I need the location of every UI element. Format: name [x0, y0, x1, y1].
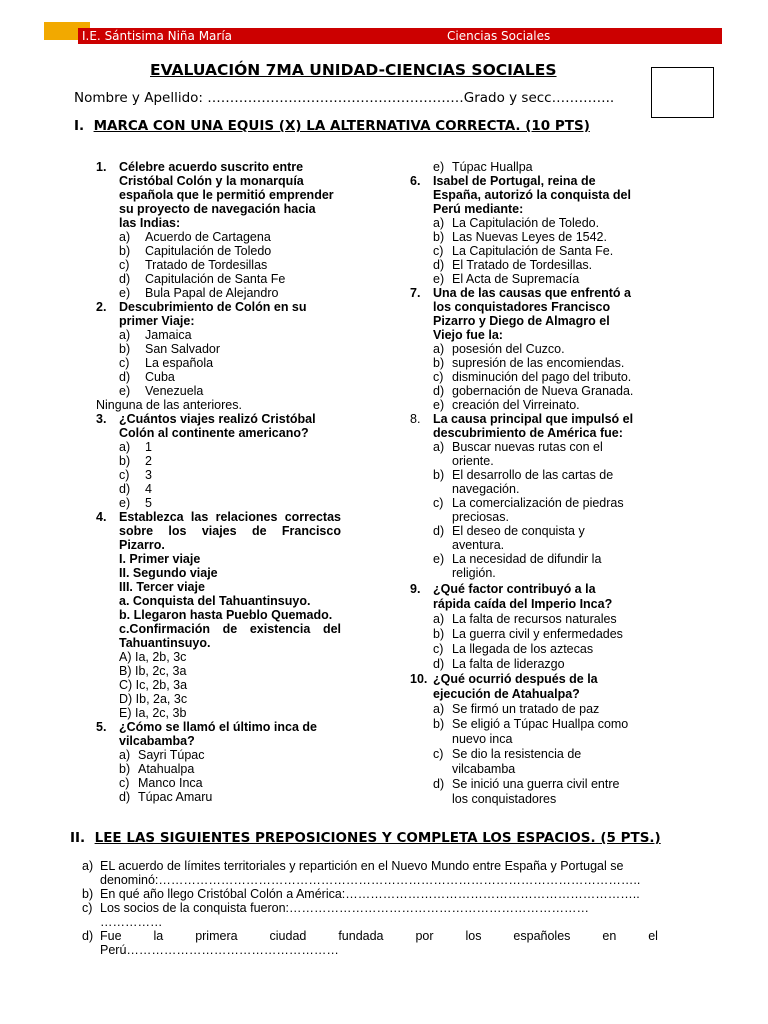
- option-text: Capitulación de Santa Fe: [145, 272, 286, 286]
- option-letter: a): [119, 328, 131, 342]
- option-text: Manco Inca: [138, 776, 203, 790]
- option-text: Acuerdo de Cartagena: [145, 230, 271, 244]
- question-text: Pizarro y Diego de Almagro el: [433, 314, 610, 328]
- option-text: los conquistadores: [452, 792, 557, 806]
- option-letter: a): [433, 216, 445, 230]
- option-letter: e): [119, 384, 131, 398]
- option-text: Se inició una guerra civil entre: [452, 777, 620, 791]
- q4-item: b. Llegaron hasta Pueblo Quemado.: [119, 608, 333, 622]
- option-text: La guerra civil y enfermedades: [452, 627, 623, 641]
- header-school: I.E. Sántisima Niña María: [82, 29, 233, 43]
- q4-option-c[interactable]: C) Ic, 2b, 3a: [119, 678, 188, 692]
- q1-option-e[interactable]: [119, 286, 346, 300]
- fill-item-d[interactable]: [82, 929, 658, 957]
- question-text: ¿Qué factor contribuyó a la: [433, 582, 596, 596]
- questions-left-column: [96, 160, 346, 804]
- q7-option-d[interactable]: [433, 384, 645, 398]
- question-text: Descubrimiento de Colón en su: [119, 300, 307, 314]
- option-text: Jamaica: [145, 328, 192, 342]
- option-letter: a): [119, 748, 131, 762]
- option-text: Túpac Huallpa: [452, 160, 533, 174]
- question-text: España, autorizó la conquista del: [433, 188, 631, 202]
- q4-option-d[interactable]: D) Ib, 2a, 3c: [119, 692, 188, 706]
- option-letter: e): [433, 398, 445, 412]
- question-text: Establezca las relaciones correctas: [119, 510, 341, 524]
- item-text: Perú……………………………………………: [100, 943, 339, 957]
- word: fundada: [338, 929, 384, 943]
- q9-option-c[interactable]: [433, 642, 645, 657]
- option-letter: d): [433, 524, 445, 538]
- option-letter: a): [119, 440, 131, 454]
- option-text: nuevo inca: [452, 732, 513, 746]
- question-number: 1.: [96, 160, 107, 174]
- option-text: Se eligió a Túpac Huallpa como: [452, 717, 629, 731]
- q8-option-b[interactable]: [433, 468, 645, 496]
- word: el: [648, 929, 658, 943]
- option-text: Venezuela: [145, 384, 204, 398]
- question-5: [96, 720, 346, 748]
- q4-option-e[interactable]: E) Ia, 2c, 3b: [119, 706, 187, 720]
- option-letter: b): [433, 356, 445, 370]
- q5-option-d[interactable]: [119, 790, 346, 804]
- option-letter: e): [119, 286, 131, 300]
- q4-item: Tahuantinsuyo.: [119, 636, 211, 650]
- q1-option-b[interactable]: [119, 244, 346, 258]
- option-letter: d): [433, 258, 445, 272]
- question-number: 9.: [410, 582, 421, 596]
- option-text: Las Nuevas Leyes de 1542.: [452, 230, 607, 244]
- question-text: Una de las causas que enfrentó a: [433, 286, 631, 300]
- q1-option-c[interactable]: [119, 258, 346, 272]
- q2-option-a[interactable]: [119, 328, 346, 342]
- option-letter: c): [119, 258, 130, 272]
- q1-option-a[interactable]: [119, 230, 346, 244]
- q2-option-c[interactable]: [119, 356, 346, 370]
- question-6: [410, 174, 645, 216]
- option-letter: b): [433, 627, 445, 641]
- q3-option-a[interactable]: [119, 440, 346, 454]
- question-text: Isabel de Portugal, reina de: [433, 174, 596, 188]
- option-text: El Tratado de Tordesillas.: [452, 258, 593, 272]
- q5-option-a[interactable]: [119, 748, 346, 762]
- option-text: La falta de recursos naturales: [452, 612, 617, 626]
- option-letter: d): [119, 370, 131, 384]
- option-letter: b): [119, 244, 131, 258]
- option-letter: b): [433, 230, 445, 244]
- fill-in-list: [82, 859, 658, 957]
- option-text: Cuba: [145, 370, 175, 384]
- q7-option-b[interactable]: [433, 356, 645, 370]
- question-text: primer Viaje:: [119, 314, 195, 328]
- q6-option-e[interactable]: [433, 272, 645, 286]
- option-letter: a): [433, 342, 445, 356]
- q2-extra-option[interactable]: Ninguna de las anteriores.: [96, 398, 242, 412]
- item-letter: b): [82, 887, 94, 901]
- question-8: [410, 412, 645, 440]
- option-text: supresión de las encomiendas.: [452, 356, 625, 370]
- q3-option-c[interactable]: [119, 468, 346, 482]
- q10-option-d[interactable]: [433, 777, 645, 807]
- section-1-text: MARCA CON UNA EQUIS (X) LA ALTERNATIVA CORRECTA. (10 PTS): [93, 118, 590, 134]
- option-letter: b): [119, 454, 131, 468]
- q5-option-c[interactable]: [119, 776, 346, 790]
- option-text: La necesidad de difundir la: [452, 552, 602, 566]
- item-text: Los socios de la conquista fueron:………………………………………………………………: [100, 901, 590, 915]
- q2-option-d[interactable]: [119, 370, 346, 384]
- option-letter: e): [433, 552, 445, 566]
- question-number: 5.: [96, 720, 107, 734]
- q7-option-a[interactable]: [433, 342, 645, 356]
- option-text: La llegada de los aztecas: [452, 642, 594, 656]
- word: por: [415, 929, 434, 943]
- option-text: aventura.: [452, 538, 505, 552]
- word: la: [153, 929, 164, 943]
- option-text: navegación.: [452, 482, 520, 496]
- q9-option-d[interactable]: [433, 657, 645, 672]
- option-letter: b): [119, 762, 131, 776]
- option-text: 3: [145, 468, 152, 482]
- questions-right-column: [410, 160, 645, 807]
- q2-option-b[interactable]: [119, 342, 346, 356]
- question-text: Pizarro.: [119, 538, 165, 552]
- option-text: El desarrollo de las cartas de: [452, 468, 614, 482]
- q1-option-d[interactable]: [119, 272, 346, 286]
- option-text: gobernación de Nueva Granada.: [452, 384, 634, 398]
- name-grade-line[interactable]: Nombre y Apellido: …………………………………………………Grado y secc…………..: [74, 90, 615, 106]
- q6-option-b[interactable]: [433, 230, 645, 244]
- word: los: [465, 929, 482, 943]
- question-number: 2.: [96, 300, 107, 314]
- option-letter: a): [433, 702, 445, 716]
- section-2-heading: [70, 830, 661, 846]
- q7-option-e[interactable]: [433, 398, 645, 412]
- option-text: El deseo de conquista y: [452, 524, 585, 538]
- q3-option-e[interactable]: [119, 496, 346, 510]
- score-box[interactable]: [651, 67, 714, 118]
- item-letter: c): [82, 901, 93, 915]
- option-letter: a): [433, 612, 445, 626]
- q6-option-a[interactable]: [433, 216, 645, 230]
- question-text: ¿Cómo se llamó el último inca de: [119, 720, 317, 734]
- option-letter: c): [119, 468, 130, 482]
- q8-option-e[interactable]: [433, 552, 645, 580]
- option-text: posesión del Cuzco.: [452, 342, 565, 356]
- word: españoles: [513, 929, 571, 943]
- question-text: sobre los viajes de Francisco: [119, 524, 341, 538]
- option-letter: c): [433, 244, 444, 258]
- option-letter: e): [119, 496, 131, 510]
- q7-option-c[interactable]: [433, 370, 645, 384]
- question-1: [96, 160, 346, 230]
- question-text: Cristóbal Colón y la monarquía: [119, 174, 304, 188]
- question-7: [410, 286, 645, 342]
- question-number: 10.: [410, 672, 428, 686]
- option-text: La comercialización de piedras: [452, 496, 624, 510]
- question-text: ejecución de Atahualpa?: [433, 687, 580, 701]
- question-text: descubrimiento de América fue:: [433, 426, 623, 440]
- item-text: denominó:……………………………………………………………………………………………………..: [100, 873, 641, 887]
- option-text: Túpac Amaru: [138, 790, 213, 804]
- option-text: preciosas.: [452, 510, 509, 524]
- question-text: La causa principal que impulsó el: [433, 412, 634, 426]
- q10-option-a[interactable]: [433, 702, 645, 717]
- q10-option-c[interactable]: [433, 747, 645, 777]
- option-letter: b): [433, 468, 445, 482]
- question-4: [96, 510, 346, 552]
- section-1-number: I.: [74, 118, 85, 134]
- q9-option-b[interactable]: [433, 627, 645, 642]
- option-text: 4: [145, 482, 152, 496]
- item-text: [100, 929, 658, 943]
- question-9: [410, 582, 645, 612]
- question-text: los conquistadores Francisco: [433, 300, 611, 314]
- question-3: [96, 412, 346, 440]
- option-letter: b): [433, 717, 445, 731]
- option-letter: a): [433, 440, 445, 454]
- q8-option-d[interactable]: [433, 524, 645, 552]
- question-number: 8.: [410, 412, 421, 426]
- option-text: Se firmó un tratado de paz: [452, 702, 600, 716]
- option-letter: d): [433, 777, 445, 791]
- question-10: [410, 672, 645, 702]
- q4-item: c.Confirmación de existencia del: [119, 622, 341, 636]
- q5-option-b[interactable]: [119, 762, 346, 776]
- q4-option-a[interactable]: A) Ia, 2b, 3c: [119, 650, 187, 664]
- option-letter: c): [433, 747, 444, 761]
- option-text: Buscar nuevas rutas con el: [452, 440, 603, 454]
- option-text: disminución del pago del tributo.: [452, 370, 632, 384]
- question-text: vilcabamba?: [119, 734, 195, 748]
- word: primera: [195, 929, 238, 943]
- q6-option-c[interactable]: [433, 244, 645, 258]
- option-text: religión.: [452, 566, 496, 580]
- item-text: En qué año llego Cristóbal Colón a América:……………………………………………………………..: [100, 887, 640, 901]
- option-text: Sayri Túpac: [138, 748, 205, 762]
- option-text: El Acta de Supremacía: [452, 272, 580, 286]
- q4-item: II. Segundo viaje: [119, 566, 218, 580]
- option-text: 2: [145, 454, 152, 468]
- q4-item: I. Primer viaje: [119, 552, 201, 566]
- option-text: 5: [145, 496, 152, 510]
- question-text: su proyecto de navegación hacia: [119, 202, 316, 216]
- option-letter: c): [119, 776, 130, 790]
- option-text: creación del Virreinato.: [452, 398, 580, 412]
- option-letter: b): [119, 342, 131, 356]
- q4-option-b[interactable]: B) Ib, 2c, 3a: [119, 664, 187, 678]
- option-letter: e): [433, 160, 445, 174]
- option-letter: c): [119, 356, 130, 370]
- option-letter: c): [433, 642, 444, 656]
- question-number: 7.: [410, 286, 421, 300]
- question-text: rápida caída del Imperio Inca?: [433, 597, 613, 611]
- option-letter: e): [433, 272, 445, 286]
- option-text: La Capitulación de Toledo.: [452, 216, 600, 230]
- q3-option-d[interactable]: [119, 482, 346, 496]
- option-text: Bula Papal de Alejandro: [145, 286, 279, 300]
- q8-option-c[interactable]: [433, 496, 645, 524]
- q10-option-b[interactable]: [433, 717, 645, 747]
- option-letter: d): [119, 272, 131, 286]
- section-1-heading: [74, 118, 590, 134]
- option-text: La falta de liderazgo: [452, 657, 565, 671]
- q4-item: III. Tercer viaje: [119, 580, 205, 594]
- question-number: 6.: [410, 174, 421, 188]
- option-text: La española: [145, 356, 214, 370]
- item-text: ……………: [100, 915, 163, 929]
- option-letter: d): [433, 657, 445, 671]
- question-number: 3.: [96, 412, 107, 426]
- option-text: oriente.: [452, 454, 494, 468]
- word: en: [602, 929, 617, 943]
- fill-item-a[interactable]: [82, 859, 658, 887]
- option-letter: d): [119, 482, 131, 496]
- option-letter: a): [119, 230, 131, 244]
- question-text: Célebre acuerdo suscrito entre: [119, 160, 304, 174]
- q8-option-a[interactable]: [433, 440, 645, 468]
- question-text: ¿Qué ocurrió después de la: [433, 672, 598, 686]
- question-text: las Indias:: [119, 216, 181, 230]
- q2-option-e[interactable]: [119, 384, 346, 398]
- section-2-number: II.: [70, 830, 86, 846]
- option-text: La Capitulación de Santa Fe.: [452, 244, 614, 258]
- question-text: Perú mediante:: [433, 202, 524, 216]
- option-text: Atahualpa: [138, 762, 195, 776]
- option-text: San Salvador: [145, 342, 221, 356]
- q5-option-e[interactable]: [433, 160, 645, 174]
- exam-title: EVALUACIÓN 7MA UNIDAD-CIENCIAS SOCIALES: [150, 61, 557, 79]
- option-text: vilcabamba: [452, 762, 516, 776]
- header-subject: Ciencias Sociales: [447, 29, 551, 43]
- question-text: Colón al continente americano?: [119, 426, 309, 440]
- option-text: 1: [145, 440, 152, 454]
- section-2-text: LEE LAS SIGUIENTES PREPOSICIONES Y COMPLETA LOS ESPACIOS. (5 PTS.): [94, 830, 661, 846]
- item-text: EL acuerdo de límites territoriales y repartición en el Nuevo Mundo entre España y Portugal se: [100, 859, 624, 873]
- option-text: Se dio la resistencia de: [452, 747, 582, 761]
- q3-option-b[interactable]: [119, 454, 346, 468]
- word: ciudad: [269, 929, 307, 943]
- question-2: [96, 300, 346, 328]
- option-text: Capitulación de Toledo: [145, 244, 272, 258]
- word: Fue: [100, 929, 122, 943]
- question-text: española que le permitió emprender: [119, 188, 334, 202]
- question-text: ¿Cuántos viajes realizó Cristóbal: [119, 412, 316, 426]
- option-letter: d): [119, 790, 131, 804]
- item-letter: a): [82, 859, 94, 873]
- question-text: Viejo fue la:: [433, 328, 503, 342]
- option-letter: d): [433, 384, 445, 398]
- fill-item-b[interactable]: [82, 887, 658, 901]
- option-letter: c): [433, 496, 444, 510]
- question-number: 4.: [96, 510, 107, 524]
- option-letter: c): [433, 370, 444, 384]
- item-letter: d): [82, 929, 94, 943]
- fill-item-c[interactable]: [82, 901, 658, 929]
- q6-option-d[interactable]: [433, 258, 645, 272]
- option-text: Tratado de Tordesillas: [145, 258, 268, 272]
- q9-option-a[interactable]: [433, 612, 645, 627]
- q4-item: a. Conquista del Tahuantinsuyo.: [119, 594, 311, 608]
